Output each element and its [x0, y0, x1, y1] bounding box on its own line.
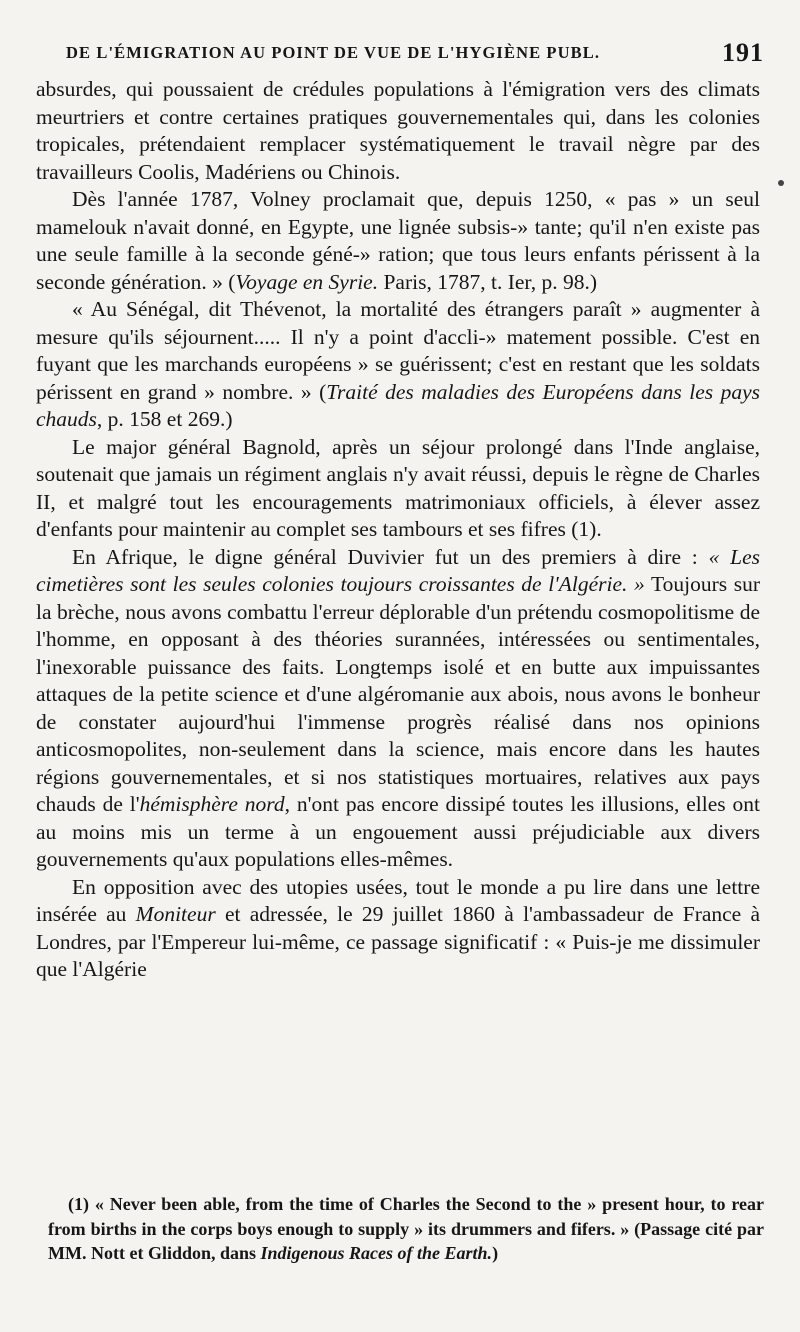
thevenot-quote: « Au Sénégal, dit Thévenot, la mortalité des étrangers paraît » augmenter à mesure qu'ils séjournent..... Il n'y a point d'accli-» matement possible. C'est en fuyant que les marchands européens » se guérissent; c'est en restant que les soldats périssent en grand » nombre. » ( [36, 297, 760, 404]
running-title: DE L'ÉMIGRATION AU POINT DE VUE DE L'HYGIÈNE PUBL. [66, 43, 601, 62]
moniteur-title: Moniteur [135, 902, 216, 926]
paragraph-1 [36, 76, 760, 186]
paragraph-bagnold-text: Le major général Bagnold, après un séjour prolongé dans l'Inde anglaise, soutenait que jamais un régiment anglais n'y avait réussi, depuis le règne de Charles II, et malgré tout les encouragements matrimoniaux officiels, à élever assez d'enfants pour maintenir au complet ses tambours et ses fifres (1). [36, 434, 760, 541]
footnote [48, 1192, 764, 1266]
moniteur-text: et adressée, le 29 juillet 1860 à l'ambassadeur de France à Londres, par l'Empereur lui-même, ce passage significatif : « Puis-je me dissimuler que l'Algérie [36, 902, 761, 981]
volney-quote: Dès l'année 1787, Volney proclamait que, depuis 1250, « pas » un seul mamelouk n'avait donné, en Egypte, une lignée subsis-» tante; qu'il n'en existe pas une seule famille à la seconde géné-» ration; que tous leurs enfants périssent à la seconde génération. » [36, 187, 760, 294]
duvivier-intro: En Afrique, le digne général Duvivier fut un des premiers à dire : [72, 544, 709, 569]
duvivier-text-end: , n'ont pas encore dissipé toutes les illusions, elles ont au moins mis un terme à un engouement aussi préjudiciable aux divers gouvernements qu'aux populations elles-mêmes. [36, 792, 760, 871]
duvivier-text: Toujours sur la brèche, nous avons combattu l'erreur déplorable d'un prétendu cosmopolitisme de l'homme, en opposant à des théories surannées, intéressées ou sentimentales, l'inexorable puissance des faits. Longtemps isolé et en butte aux impuissantes attaques de la petite science et d'une algéromanie aux abois, nous avons le bonheur de constater aujourd'hui l'immense progrès réalisé dans nos opinions anticosmopolites, non-seulement dans la science, mais encore dans les hautes régions gouvernementales, et si nos statistiques mortuaires, relatives aux pays chauds de l' [36, 572, 761, 816]
body-text [36, 76, 760, 984]
margin-mark [778, 180, 784, 186]
footnote-text: (1) « Never been able, from the time of Charles the Second to the » present hour, to rear from births in the corps boys enough to supply » its drummers and fifers. » (Passage cité par MM. Nott et Gliddon, dans [48, 1194, 764, 1263]
paragraph-moniteur [36, 874, 760, 984]
hemisphere-term: hémisphère nord [139, 792, 285, 816]
thevenot-ref-title: Traité des maladies des Européens dans les pays chauds [36, 379, 760, 431]
paragraph-volney [36, 186, 760, 296]
volney-ref-title: Voyage en Syrie. [235, 269, 379, 294]
paragraph-duvivier [36, 544, 760, 874]
page-number: 191 [722, 38, 764, 67]
moniteur-intro: En opposition avec des utopies usées, tout le monde a pu lire dans une lettre insérée au [36, 874, 760, 926]
duvivier-quote: « Les cimetières sont les seules colonies toujours croissantes de l'Algérie. » [36, 544, 760, 596]
footnote-end: ) [492, 1243, 499, 1263]
thevenot-ref-details: , p. 158 et 269.) [96, 407, 233, 431]
volney-ref-details: Paris, 1787, t. Ier, p. 98.) [378, 269, 597, 294]
paragraph-thevenot [36, 296, 760, 434]
paragraph-1-text: absurdes, qui poussaient de crédules populations à l'émigration vers des climats meurtriers et contre certaines pratiques gouvernementales qui, dans les colonies tropicales, prétendaient remplacer systématiquement le travail nègre par des travailleurs Coolis, Madériens ou Chinois. [36, 77, 760, 184]
footnote-book-title: Indigenous Races of the Earth. [260, 1243, 493, 1263]
page-header [66, 36, 764, 70]
footnote-1 [48, 1192, 764, 1266]
paragraph-bagnold [36, 434, 760, 544]
volney-ref-open: ( [228, 269, 236, 294]
